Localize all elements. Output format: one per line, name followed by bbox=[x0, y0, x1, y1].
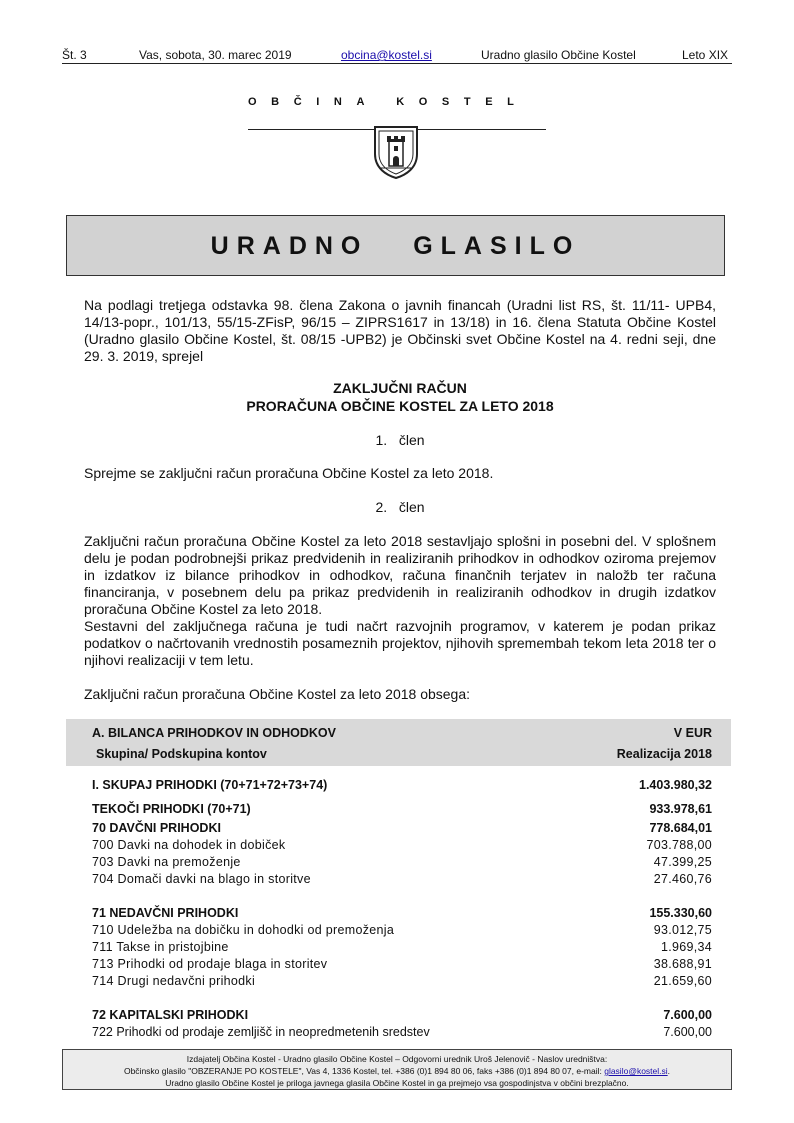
page-title: URADNO GLASILO bbox=[210, 232, 581, 260]
row-value: 778.684,01 bbox=[649, 821, 712, 835]
row-label: 713 Prihodki od prodaje blaga in storitev bbox=[92, 957, 328, 971]
row-label: 722 Prihodki od prodaje zemljišč in neopredmetenih sredstev bbox=[92, 1025, 430, 1039]
article-2-paragraph-2: Sestavni del zaključnega računa je tudi načrt razvojnih programov, v katerem je podan prikaz podatkov o načrtovanih vrednostih posameznih projektov, njihovih spremembah tekom leta 2018 ter o njihovi realizaciji v tem letu. bbox=[84, 618, 716, 668]
header-rule bbox=[62, 63, 732, 64]
issue-number: Št. 3 bbox=[62, 48, 87, 62]
row-label: 70 DAVČNI PRIHODKI bbox=[92, 821, 221, 835]
footer-contact-text: Občinsko glasilo "OBZERANJE PO KOSTELE", Vas 4, 1336 Kostel, tel. +386 (0)1 894 80 06, faks +386 (0)1 894 80 07, e-mail: bbox=[123, 1066, 605, 1076]
footer-email-link[interactable]: glasilo@kostel.si bbox=[604, 1066, 668, 1076]
article-2-heading: 2. člen bbox=[375, 499, 425, 515]
footer-contact-end: . bbox=[667, 1066, 671, 1076]
row-label: I. SKUPAJ PRIHODKI (70+71+72+73+74) bbox=[92, 778, 328, 792]
row-value: 38.688,91 bbox=[653, 957, 712, 971]
row-value: 7.600,00 bbox=[663, 1008, 712, 1022]
row-label: 700 Davki na dohodek in dobiček bbox=[92, 838, 286, 852]
issue-date: Vas, sobota, 30. marec 2019 bbox=[139, 48, 292, 62]
row-value: 7.600,00 bbox=[663, 1025, 712, 1039]
coat-of-arms-icon bbox=[372, 124, 420, 180]
page-footer bbox=[62, 1049, 732, 1090]
row-label: 71 NEDAVČNI PRIHODKI bbox=[92, 906, 239, 920]
footer-contact bbox=[63, 1065, 731, 1077]
row-value: 1.403.980,32 bbox=[639, 778, 712, 792]
row-value: 1.969,34 bbox=[660, 940, 712, 954]
row-label: 710 Udeležba na dobičku in dohodki od premoženja bbox=[92, 923, 395, 937]
table-column-value: Realizacija 2018 bbox=[616, 747, 712, 761]
volume-number: Leto XIX bbox=[682, 48, 729, 62]
row-value: 27.460,76 bbox=[653, 872, 712, 886]
municipality-name: OBČINA KOSTEL bbox=[248, 96, 529, 108]
row-value: 47.399,25 bbox=[653, 855, 712, 869]
article-1-text: Sprejme se zaključni račun proračuna Občine Kostel za leto 2018. bbox=[84, 465, 494, 481]
row-value: 933.978,61 bbox=[649, 802, 712, 816]
table-title: A. BILANCA PRIHODKOV IN ODHODKOV bbox=[92, 726, 336, 740]
row-value: 703.788,00 bbox=[646, 838, 712, 852]
header-email-link[interactable]: obcina@kostel.si bbox=[341, 48, 432, 62]
doc-title-line2: PRORAČUNA OBČINE KOSTEL ZA LETO 2018 bbox=[246, 398, 554, 414]
row-value: 93.012,75 bbox=[653, 923, 712, 937]
row-value: 21.659,60 bbox=[653, 974, 712, 988]
row-label: 703 Davki na premoženje bbox=[92, 855, 241, 869]
intro-paragraph: Na podlagi tretjega odstavka 98. člena Zakona o javnih financah (Uradni list RS, št. 11/11- UPB4, 14/13-popr., 101/13, 55/15-ZFisP, 96/15 – ZIPRS1617 in 13/18) in 16. člena Statuta Občine Kostel (Uradno glasilo Občine Kostel, št. 08/15 -UPB2) je Občinski svet Občine Kostel na 4. redni seji, dne 29. 3. 2019, sprejel bbox=[84, 297, 716, 364]
row-label: TEKOČI PRIHODKI (70+71) bbox=[92, 802, 251, 816]
article-2-paragraph-1: Zaključni račun proračuna Občine Kostel za leto 2018 sestavljajo splošni in posebni del. V splošnem delu je podan podrobnejši prikaz predvidenih in realiziranih prihodkov in odhodkov oziroma prejemov in izdatkov iz bilance prihodkov in odhodkov, računa finančnih terjatev in naložb ter računa financiranja, v posebnem delu pa prikaz predvidenih in realiziranih odhodkov in drugih izdatkov proračuna Občine Kostel za leto 2018. bbox=[84, 533, 716, 617]
row-label: 704 Domači davki na blago in storitve bbox=[92, 872, 311, 886]
article-1-heading: 1. člen bbox=[375, 432, 425, 448]
publication-name: Uradno glasilo Občine Kostel bbox=[481, 48, 636, 62]
title-banner bbox=[66, 215, 725, 276]
row-label: 714 Drugi nedavčni prihodki bbox=[92, 974, 256, 988]
row-label: 72 KAPITALSKI PRIHODKI bbox=[92, 1008, 249, 1022]
table-currency: V EUR bbox=[673, 726, 712, 740]
row-label: 711 Takse in pristojbine bbox=[92, 940, 229, 954]
footer-publisher: Izdajatelj Občina Kostel - Uradno glasilo Občine Kostel – Odgovorni urednik Uroš Jelenovič - Naslov uredništva: bbox=[186, 1054, 608, 1064]
doc-title-line1: ZAKLJUČNI RAČUN bbox=[333, 380, 467, 396]
row-value: 155.330,60 bbox=[649, 906, 712, 920]
article-2-paragraph-3: Zaključni račun proračuna Občine Kostel za leto 2018 obsega: bbox=[84, 686, 471, 702]
table-column-group: Skupina/ Podskupina kontov bbox=[96, 747, 267, 761]
footer-distribution: Uradno glasilo Občine Kostel je priloga javnega glasila Občine Kostel in ga prejmejo vsa gospodinjstva v občini brezplačno. bbox=[165, 1078, 629, 1088]
